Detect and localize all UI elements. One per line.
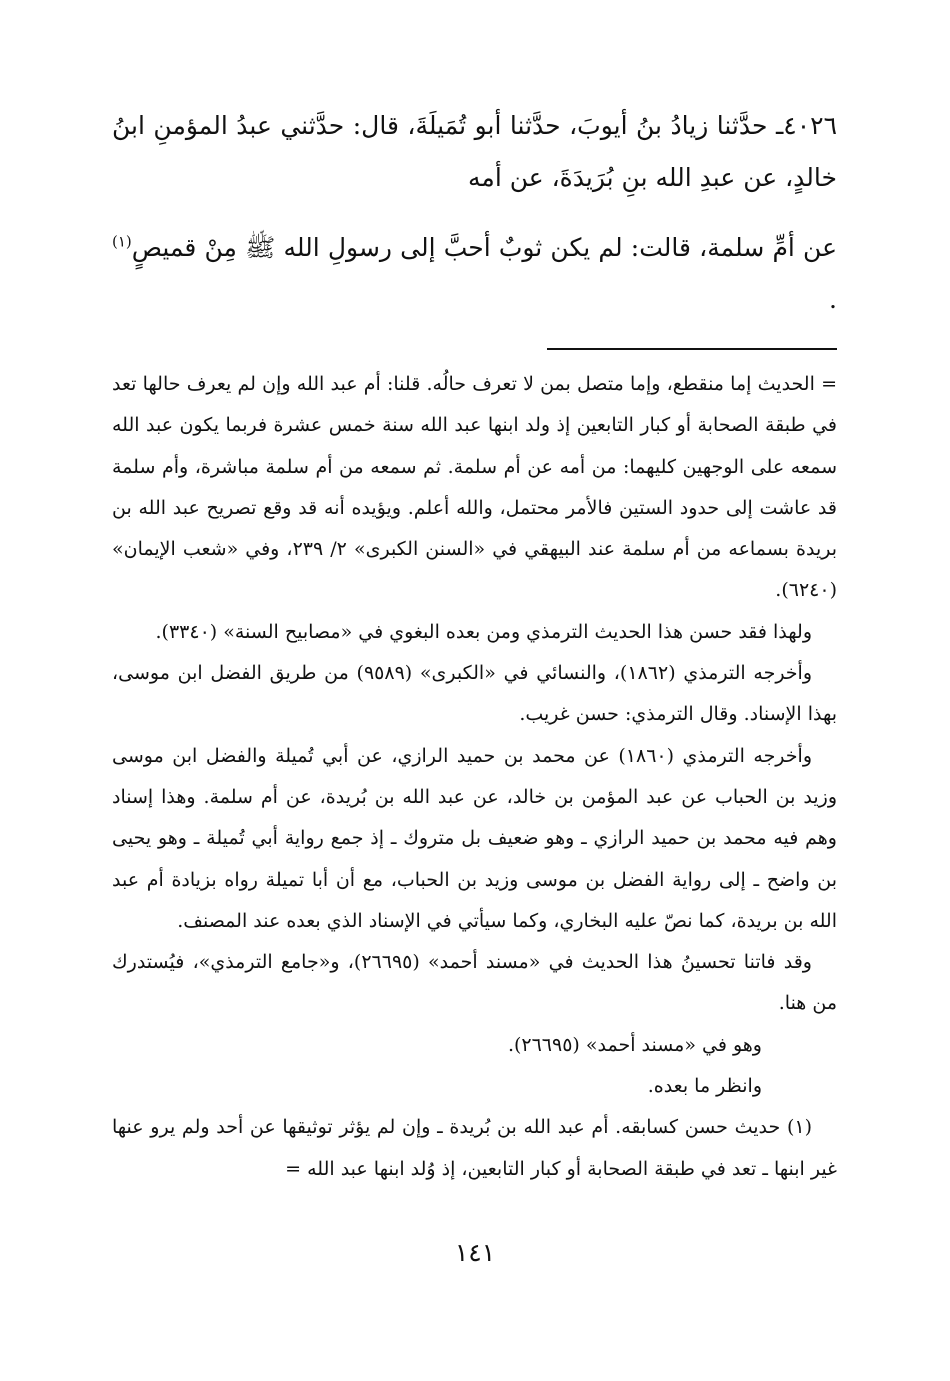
page-number: ١٤١ — [454, 1238, 496, 1267]
page-body — [112, 100, 837, 1190]
footnote-paragraph: وهو في «مسند أحمد» (٢٦٦٩٥). — [507, 1033, 762, 1056]
hadith-block — [112, 100, 837, 326]
footnote-divider — [547, 348, 837, 350]
footnote-continuation: = الحديث إما منقطع، وإما متصل بمن لا تعرف حالُه. قلنا: أم عبد الله وإن لم يعرف حالها تعد في طبقة الصحابة أو كبار التابعين إذ ولد ابنها عبد الله سنة خمس عشرة فربما يكون عبد الله سمعه على الوجهين كليهما: من أمه عن أم سلمة. ثم سمعه من أم سلمة مباشرة، وأم سلمة قد عاشت إلى حدود الستين فالأمر محتمل، والله أعلم. ويؤيده أنه قد وقع تصريح عبد الله بن بريدة بسماعه من أم سلمة عند البيهقي في «السنن الكبرى» ٢/ ٢٣٩، وفي «شعب الإيمان» (٦٢٤٠). — [112, 373, 837, 602]
hadith-matn-end: . — [829, 285, 837, 314]
footnote-paragraph: وقد فاتنا تحسينُ هذا الحديث في «مسند أحمد» (٢٦٦٩٥)، و«جامع الترمذي»، فيُستدرك من هنا. — [112, 951, 837, 1015]
footnote-paragraph: وأخرجه الترمذي (١٨٦٢)، والنسائي في «الكبرى» (٩٥٨٩) من طريق الفضل ابن موسى، بهذا الإسناد. وقال الترمذي: حسن غريب. — [112, 662, 837, 726]
hadith-matn-text: عن أمِّ سلمة، قالت: لم يكن ثوبٌ أحبَّ إلى رسولِ الله ﷺ مِنْ قميصٍ — [131, 233, 837, 262]
footnote-paragraph: وانظر ما بعده. — [647, 1075, 762, 1098]
footnotes — [112, 364, 837, 1190]
footnote-1: (١) حديث حسن كسابقه. أم عبد الله بن بُريدة ـ وإن لم يؤثر توثيقها عن أحد ولم يرو عنها غير ابنها ـ تعد في طبقة الصحابة أو كبار التابعين، إذ وُلد ابنها عبد الله = — [112, 1116, 837, 1180]
footnote-paragraph: وأخرجه الترمذي (١٨٦٠) عن محمد بن حميد الرازي، عن أبي تُميلة والفضل ابن موسى وزيد بن الحباب عن عبد المؤمن بن خالد، عن عبد الله بن بُريدة، عن أم سلمة. وهذا إسناد وهم فيه محمد بن حميد الرازي ـ وهو ضعيف بل متروك ـ إذ جمع رواية أبي تُميلة ـ وهو يحيى بن واضح ـ إلى رواية الفضل بن موسى وزيد بن الحباب، مع أن أبا تميلة رواه بزيادة أم عبد الله بن بريدة، كما نصّ عليه البخاري، وكما سيأتي في الإسناد الذي بعده عند المصنف. — [112, 744, 837, 932]
hadith-matn — [112, 222, 837, 326]
footnote-paragraph: ولهذا فقد حسن هذا الحديث الترمذي ومن بعده البغوي في «مصابيح السنة» (٣٣٤٠). — [155, 620, 812, 643]
hadith-isnad: ٤٠٢٦ـ حدَّثنا زيادُ بنُ أيوبَ، حدَّثنا أبو تُمَيلَةَ، قال: حدَّثني عبدُ المؤمنِ ابنُ خالدٍ، عن عبدِ الله بنِ بُرَيدَةَ، عن أمه — [112, 111, 837, 192]
footnote-reference[interactable]: (١) — [112, 232, 132, 251]
